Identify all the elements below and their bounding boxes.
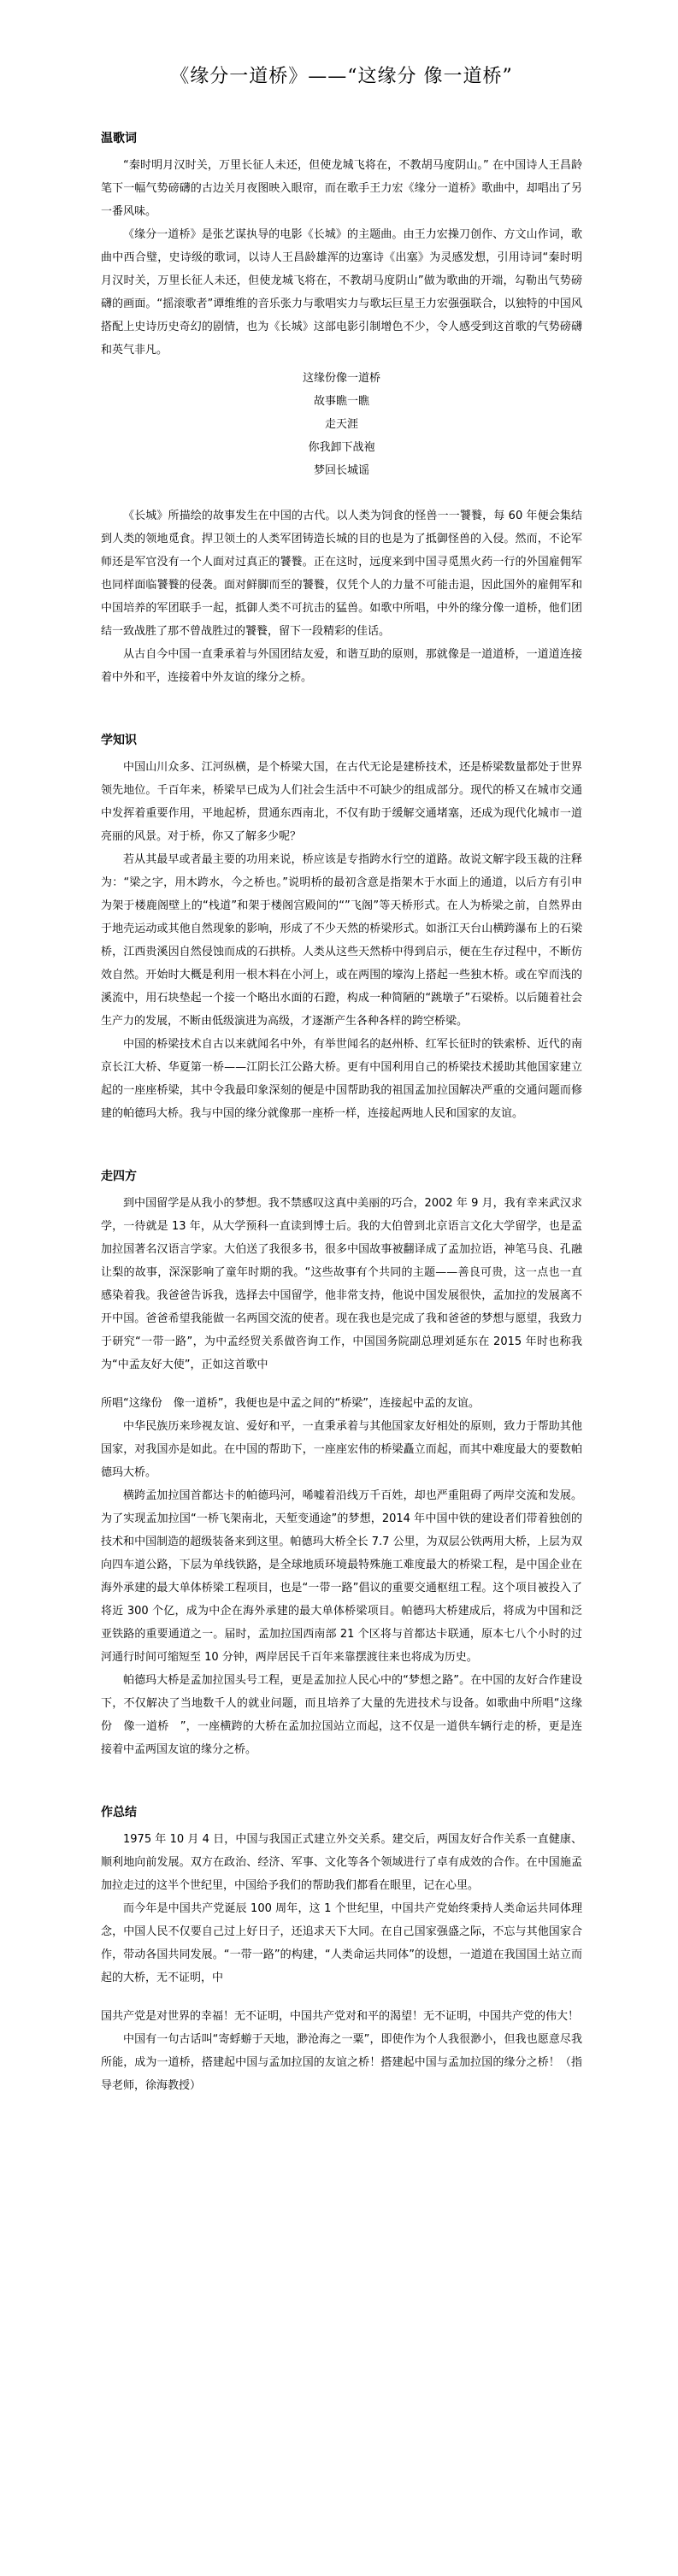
paragraph: 中国有一句古话叫“寄蜉蝣于天地，渺沧海之一粟”，即使作为个人我很渺小，但我也愿意尽我所能，成为一道桥，搭建起中国与孟加拉国的友谊之桥！搭建起中国与孟加拉国的缘分之桥！（指导老师，徐海教授） bbox=[101, 2033, 582, 2092]
section-heading: 作总结 bbox=[101, 1806, 137, 1819]
section-summary bbox=[101, 1802, 582, 2097]
paragraph: 所唱“这缘份 像一道桥”，我便也是中孟之间的“桥梁”，连接起中孟的友谊。 bbox=[101, 1397, 480, 1410]
section-heading: 学知识 bbox=[101, 734, 137, 747]
paragraph: 中国的桥梁技术自古以来就闻名中外，有举世闻名的赵州桥、红军长征时的铁索桥、近代的南京长江大桥、华夏第一桥——江阴长江公路大桥。更有中国利用自己的桥梁技术援助其他国家建立起的一座座桥梁，其中令我最印象深刻的便是中国帮助我的祖国孟加拉国解决严重的交通问题而修建的帕德玛大桥。我与中国的缘分就像那一座桥一样，连接起两地人民和国家的友谊。 bbox=[101, 1038, 582, 1120]
paragraph: “秦时明月汉时关，万里长征人未还，但使龙城飞将在，不教胡马度阴山。” 在中国诗人王昌龄笔下一幅气势磅礴的古边关月夜图映入眼帘，而在歌手王力宏《缘分一道桥》歌曲中，却唱出了另一番风味。 bbox=[101, 159, 582, 218]
paragraph: 1975 年 10 月 4 日，中国与我国正式建立外交关系。建交后，两国友好合作关系一直健康、顺利地向前发展。双方在政治、经济、军事、文化等各个领域进行了卓有成效的合作。在中国施孟加拉走过的这半个世纪里，中国给予我们的帮助我们都看在眼里，记在心里。 bbox=[101, 1833, 582, 1892]
paragraph: 《长城》所描绘的故事发生在中国的古代。以人类为饲食的怪兽一一饕餮，每 60 年便会集结到人类的领地觅食。捍卫领土的人类军团铸造长城的目的也是为了抵御怪兽的入侵。然而，不论军师还是军官没有一个人面对过真正的饕餮。正在这时，远度来到中国寻觅黑火药一行的外国雇佣军也同样面临饕餮的侵袭。面对鲜脚而至的饕餮，仅凭个人的力量不可能击退，因此国外的雇佣军和中国培养的军团联手一起，抵御人类不可抗击的猛兽。如歌中所唱，中外的缘分像一道桥，他们团结一致战胜了那不曾战胜过的饕餮，留下一段精彩的佳话。 bbox=[101, 510, 582, 638]
paragraph: 而今年是中国共产党诞辰 100 周年，这 1 个世纪里，中国共产党始终秉持人类命运共同体理念，中国人民不仅要自己过上好日子，还追求天下大同。在自己国家强盛之际，不忘与其他国家合作，带动各国共同发展。“一带一路”的构建，“人类命运共同体”的设想，一道道在我国国土站立而起的大桥，无不证明，中 bbox=[101, 1902, 582, 1984]
paragraph: 国共产党是对世界的幸福！无不证明，中国共产党对和平的渴望！无不证明，中国共产党的伟大！ bbox=[101, 2010, 580, 2023]
section-learn-knowledge bbox=[101, 730, 582, 1125]
paragraph: 《缘分一道桥》是张艺谋执导的电影《长城》的主题曲。由王力宏操刀创作、方文山作词，歌曲中西合璧，史诗级的歌词，以诗人王昌龄雄浑的边塞诗《出塞》为灵感发想，引用诗词“秦时明月汉时关，万里长征人未还，但使龙城飞将在，不教胡马度阴山”做为歌曲的开端，勾勒出气势磅礴的画面。“摇滚歌者”谭维维的音乐张力与歌唱实力与歌坛巨星王力宏强强联合，以独特的中国风搭配上史诗历史奇幻的剧情，也为《长城》这部电影引制增色不少，令人感受到这首歌的气势磅礴和英气非凡。 bbox=[101, 228, 582, 357]
paragraph: 从古自今中国一直秉承着与外国团结友爱，和谐互助的原则，那就像是一道道桥，一道道连接着中外和平，连接着中外友谊的缘分之桥。 bbox=[101, 648, 582, 684]
paragraph: 中国山川众多、江河纵横，是个桥梁大国，在古代无论是建桥技术，还是桥梁数量都处于世界领先地位。千百年来，桥梁早已成为人们社会生活中不可缺少的组成部分。现代的桥又在城市交通中发挥着重要作用，平地起桥，贯通东西南北，不仅有助于缓解交通堵塞，还成为现代化城市一道亮丽的风景。对于桥，你又了解多少呢？ bbox=[101, 761, 582, 843]
section-travel bbox=[101, 1166, 582, 1761]
section-heading: 温歌词 bbox=[101, 132, 137, 145]
paragraph: 到中国留学是从我小的梦想。我不禁感叹这真中美丽的巧合，2002 年 9 月，我有幸来武汉求学，一待就是 13 年，从大学预科一直读到博士后。我的大伯曾到北京语言文化大学留学，也是孟加拉国著名汉语言学家。大伯送了我很多书，很多中国故事被翻译成了孟加拉语，神笔马良、孔融让梨的故事，深深影响了童年时期的我。“这些故事有个共同的主题——善良可贵，这一点也一直感染着我。我爸爸告诉我，选择去中国留学，他非常支持，他说中国发展很快，孟加拉的发展离不开中国。爸爸希望我能做一名两国交流的使者。现在我也是完成了我和爸爸的梦想与愿望，我致力于研究“一带一路”，为中孟经贸关系做咨询工作，中国国务院副总理刘延东在 2015 年时也称我为“中孟友好大使”，正如这首歌中 bbox=[101, 1197, 582, 1371]
lyric-line: 你我卸下战袍 bbox=[308, 441, 375, 454]
section-lyrics-review bbox=[101, 128, 582, 689]
paragraph: 若从其最早或者最主要的功用来说，桥应该是专指跨水行空的道路。故说文解字段玉裁的注释为：“梁之字，用木跨水，今之桥也。”说明桥的最初含意是指架木于水面上的通道，以后方有引申为架于楼鹿阁壁上的“栈道”和架于楼阁宫殿间的“”飞阁”等天桥形式。在人为桥梁之前，自然界由于地壳运动或其他自然现象的影响，形成了不少天然的桥梁形式。如浙江天台山横跨瀑布上的石梁桥，江西贵溪因自然侵蚀而成的石拱桥。人类从这些天然桥中得到启示，便在生存过程中，不断仿效自然。开始时大概是利用一根木料在小河上，或在两围的壕沟上搭起一些独木桥。或在窄而浅的溪流中，用石块垫起一个接一个略出水面的石蹬，构成一种简陋的“跳墩子”石梁桥。以后随着社会生产力的发展，不断由低级演进为高级，才逐渐产生各种各样的跨空桥梁。 bbox=[101, 853, 582, 1028]
lyric-line: 故事瞧一瞧 bbox=[313, 395, 369, 408]
paragraph: 帕德玛大桥是孟加拉国头号工程，更是孟加拉人民心中的“梦想之路”。在中国的友好合作建设下，不仅解决了当地数千人的就业问题，而且培养了大量的先进技术与设备。如歌曲中所唱“这缘份 像一道桥 ”，一座横跨的大桥在孟加拉国站立而起，这不仅是一道供车辆行走的桥，更是连接着中孟两国友谊的缘分之桥。 bbox=[101, 1674, 582, 1756]
paragraph: 横跨孟加拉国首都达卡的帕德玛河，唏嘘着沿线万千百姓，却也严重阻碍了两岸交流和发展。为了实现孟加拉国“一桥飞架南北，天堑变通途”的梦想，2014 年中国中铁的建设者们带着独创的技术和中国制造的超级装备来到这里。帕德玛大桥全长 7.7 公里，为双层公铁两用大桥，上层为双向四车道公路，下层为单线铁路，是全球地质环境最特殊施工难度最大的桥梁工程，是中国企业在海外承建的最大单体桥梁工程项目，也是“一带一路”倡议的重要交通枢纽工程。这个项目被投入了将近 300 个亿，成为中企在海外承建的最大单体桥梁项目。帕德玛大桥建成后，将成为中国和泛亚铁路的重要通道之一。届时，孟加拉国西南部 21 个区将与首都达卡联通，原本七八个小时的过河通行时间可缩短至 10 分钟，两岸居民千百年来靠摆渡往来也将成为历史。 bbox=[101, 1489, 582, 1664]
lyric-line: 这缘份像一道桥 bbox=[302, 372, 380, 385]
lyrics-block bbox=[101, 367, 582, 482]
paragraph: 中华民族历来珍视友谊、爱好和平，一直秉承着与其他国家友好相处的原则，致力于帮助其他国家，对我国亦是如此。在中国的帮助下，一座座宏伟的桥梁矗立而起，而其中难度最大的要数帕德玛大桥。 bbox=[101, 1420, 582, 1479]
section-heading: 走四方 bbox=[101, 1170, 137, 1183]
lyric-line: 走天涯 bbox=[324, 418, 358, 431]
document-title: 《缘分一道桥》——“这缘分 像一道桥” bbox=[170, 66, 513, 87]
lyric-line: 梦回长城谣 bbox=[313, 464, 369, 477]
